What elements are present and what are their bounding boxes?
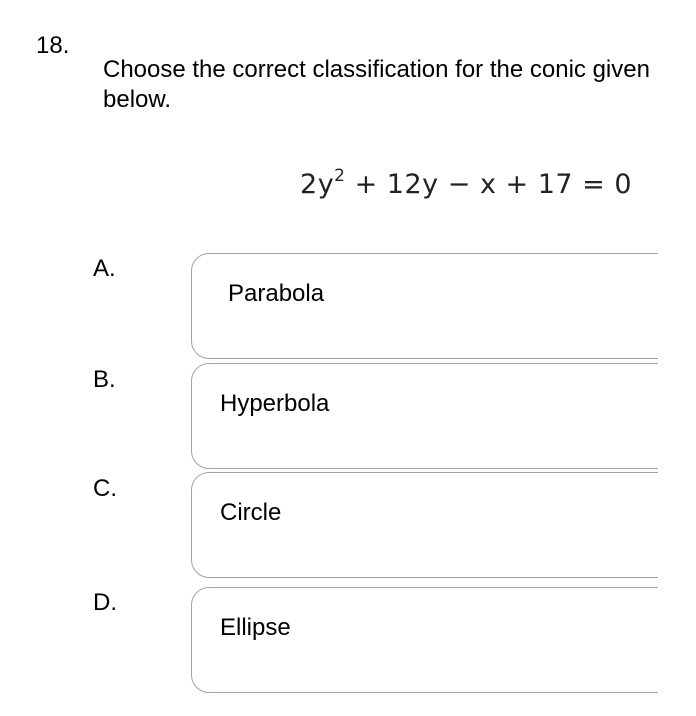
equation-variable-y: y [317,169,335,200]
choice-label: Circle [220,499,282,526]
choice-letter-d: D. [93,589,117,616]
equation-term-coefficient: 2 [300,169,318,200]
equation-exponent: 2 [334,166,346,186]
choice-letter-b: B. [93,366,116,393]
choice-label: Hyperbola [220,390,330,417]
choice-option-d[interactable] [191,587,658,693]
equation-variable-x: x [479,169,497,200]
question-number: 18. [36,32,70,59]
choice-option-a[interactable] [191,253,658,359]
choice-option-b[interactable] [191,363,658,469]
equation-operator: − [438,169,480,200]
equation-operator: + [345,169,387,200]
equation-rhs: 0 [614,169,633,200]
choice-option-c[interactable] [191,472,658,578]
question-prompt: Choose the correct classification for the conic given below. [103,56,650,113]
choice-letter-c: C. [93,475,117,502]
equation-equals: = [573,169,615,200]
choice-label: Parabola [228,280,325,307]
choice-label: Ellipse [220,614,291,641]
equation-constant: 17 [537,169,574,200]
equation-variable-y: y [422,169,439,200]
choice-letter-a: A. [93,255,116,282]
equation-term-coefficient: 12 [386,169,423,200]
equation-operator: + [496,169,538,200]
